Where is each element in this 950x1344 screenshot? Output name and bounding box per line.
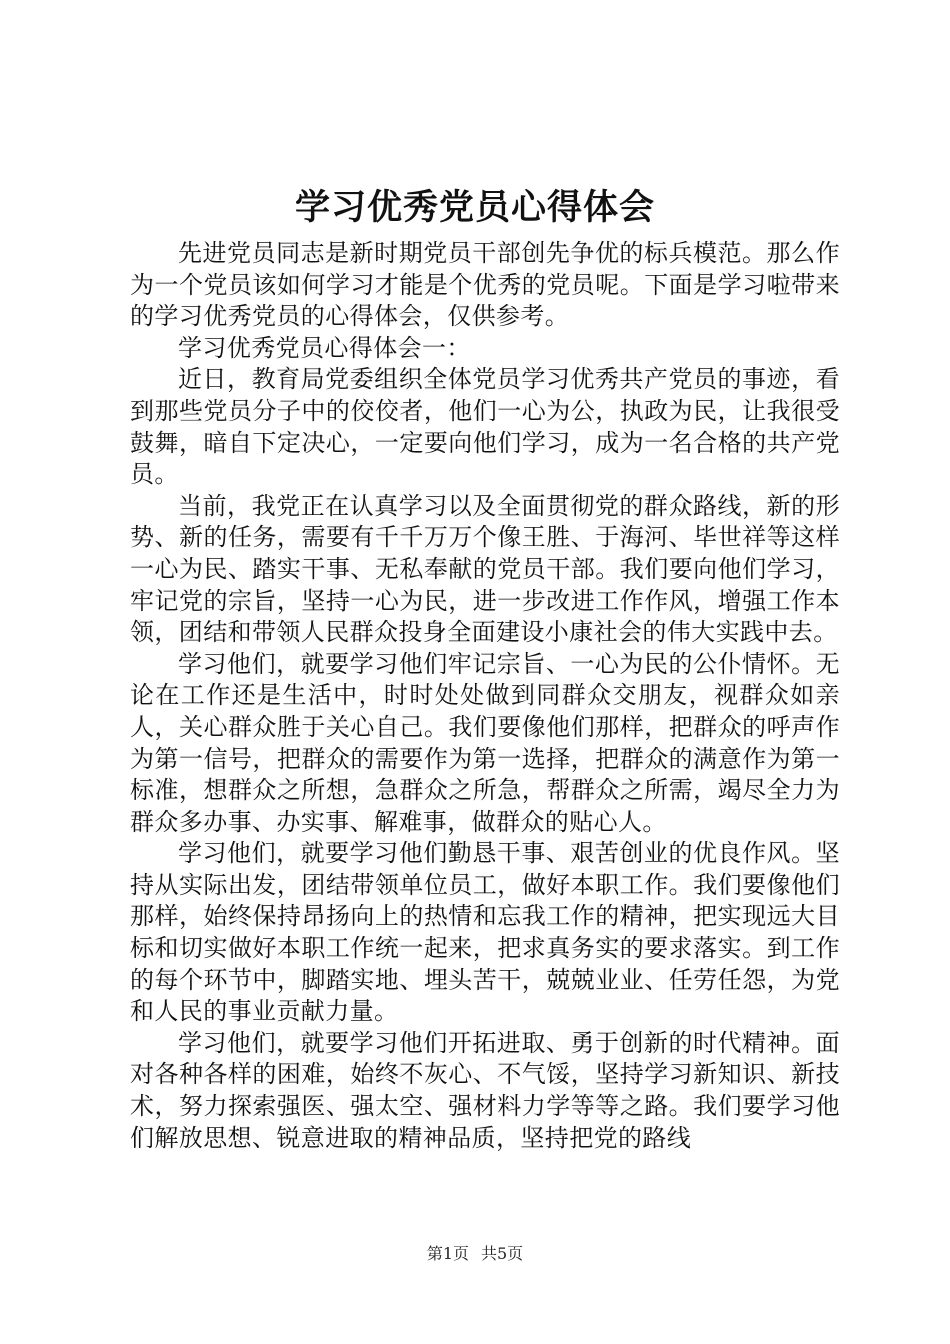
page-total: 共5页 — [481, 1244, 524, 1263]
page-footer — [0, 1244, 950, 1264]
body-paragraph: 当前，我党正在认真学习以及全面贯彻党的群众路线，新的形势、新的任务，需要有千千万万个像王胜、于海河、毕世祥等这样一心为民、踏实干事、无私奉献的党员干部。我们要向他们学习，牢记党的宗旨，坚持一心为民，进一步改进工作作风，增强工作本领，团结和带领人民群众投身全面建设小康社会的伟大实践中去。 — [130, 491, 840, 647]
page-number: 第1页 — [426, 1244, 469, 1263]
body-paragraph: 近日，教育局党委组织全体党员学习优秀共产党员的事迹，看到那些党员分子中的佼佼者，他们一心为公，执政为民，让我很受鼓舞，暗自下定决心，一定要向他们学习，成为一名合格的共产党员。 — [130, 365, 840, 489]
section-heading: 学习优秀党员心得体会一： — [178, 333, 471, 362]
document-title: 学习优秀党员心得体会 — [294, 188, 655, 228]
body-paragraph: 学习他们，就要学习他们开拓进取、勇于创新的时代精神。面对各种各样的困难，始终不灰心、不气馁，坚持学习新知识、新技术，努力探索强医、强太空、强材料力学等等之路。我们要学习他们解放思想、锐意进取的精神品质，坚持把党的路线 — [130, 1028, 840, 1152]
body-paragraph: 学习他们，就要学习他们牢记宗旨、一心为民的公仆情怀。无论在工作还是生活中，时时处处做到同群众交朋友，视群众如亲人，关心群众胜于关心自己。我们要像他们那样，把群众的呼声作为第一信号，把群众的需要作为第一选择，把群众的满意作为第一标准，想群众之所想，急群众之所急，帮群众之所需，竭尽全力为群众多办事、办实事、解难事，做群众的贴心人。 — [130, 649, 840, 836]
body-paragraph: 学习他们，就要学习他们勤恳干事、艰苦创业的优良作风。坚持从实际出发，团结带领单位员工，做好本职工作。我们要像他们那样，始终保持昂扬向上的热情和忘我工作的精神，把实现远大目标和切实做好本职工作统一起来，把求真务实的要求落实。到工作的每个环节中，脚踏实地、埋头苦干，兢兢业业、任劳任怨，为党和人民的事业贡献力量。 — [130, 839, 840, 1026]
document-body — [130, 238, 840, 1154]
intro-paragraph: 先进党员同志是新时期党员干部创先争优的标兵模范。那么作为一个党员该如何学习才能是个优秀的党员呢。下面是学习啦带来的学习优秀党员的心得体会，仅供参考。 — [130, 239, 840, 331]
